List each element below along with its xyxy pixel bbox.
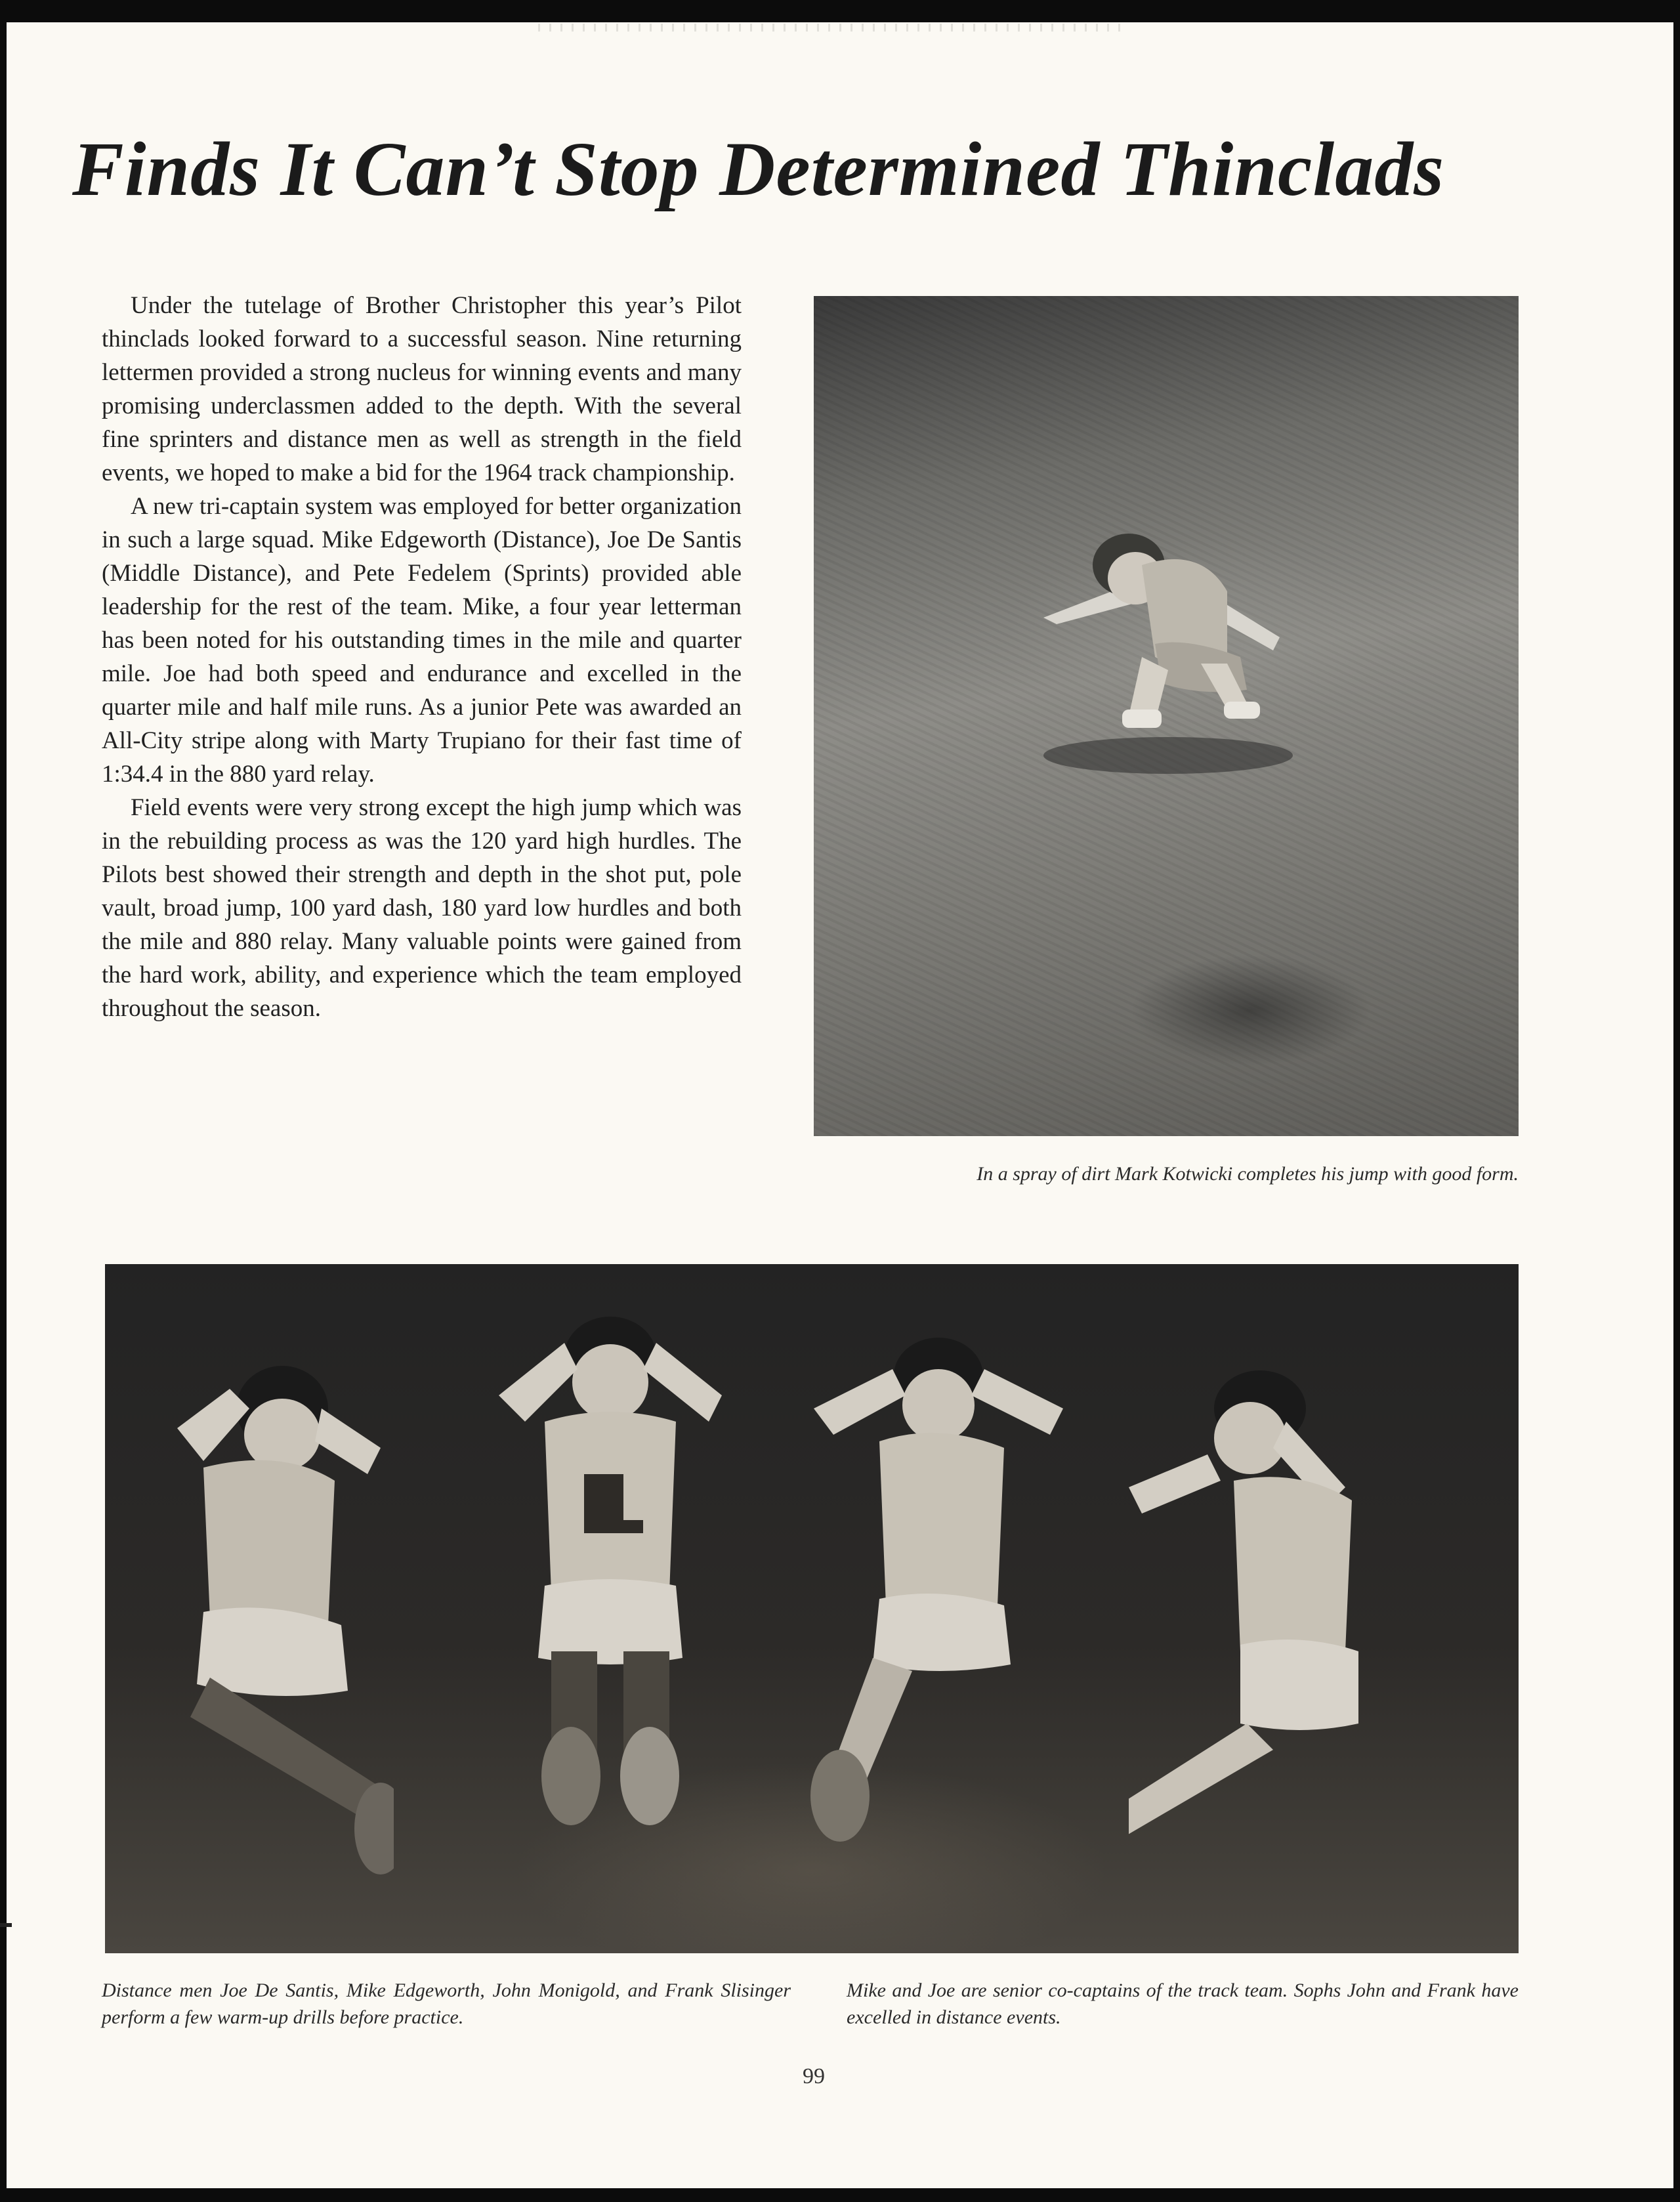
page-edge-texture xyxy=(538,24,1129,32)
jump-photo-caption: In a spray of dirt Mark Kotwicki completes his jump with good form. xyxy=(976,1163,1519,1185)
team-photo-caption-left: Distance men Joe De Santis, Mike Edgeworth, John Monigold, and Frank Slisinger perform a few warm-up drills before practice. xyxy=(102,1980,791,2028)
page-number: 99 xyxy=(803,2064,825,2088)
athlete-figure xyxy=(472,1303,748,1829)
athlete-figure xyxy=(1129,1356,1404,1881)
margin-mark xyxy=(0,1923,12,1927)
page-headline: Finds It Can’t Stop Determined Thinclads xyxy=(72,126,1445,212)
article-paragraph: Field events were very strong except the high jump which was in the rebuilding process as was the 120 yard high hurdles. The Pilots best showed their strength and depth in the shot put, pole vault, broad jump, 100 yard dash, 180 yard low hurdles and both the mile and 880 relay. Many valuable points were gained from the hard work, ability, and experience which the team employed throughout the season. xyxy=(102,794,742,1022)
warmup-drills-photo xyxy=(105,1264,1519,1953)
athlete-figure xyxy=(801,1323,1076,1848)
article-paragraph: A new tri-captain system was employed for better organization in such a large squad. Mike Edgeworth (Distance), Joe De Santis (Middle Distance), and Pete Fedelem (Sprints) provided able leadership for the rest of the team. Mike, a four year letterman has been noted for his outstanding times in the mile and quarter mile. Joe had both speed and endurance and excelled in the quarter mile and half mile runs. As a junior Pete was awarded an All-City stripe along with Marty Trupiano for their fast time of 1:34.4 in the 880 yard relay. xyxy=(102,493,742,788)
athlete-figure xyxy=(118,1349,394,1874)
article-body xyxy=(102,289,742,1025)
long-jump-photo xyxy=(814,296,1519,1136)
jumper-figure xyxy=(1030,493,1306,775)
team-photo-caption-right: Mike and Joe are senior co-captains of the track team. Sophs John and Frank have excelled in distance events. xyxy=(847,1980,1519,2028)
article-paragraph: Under the tutelage of Brother Christopher this year’s Pilot thinclads looked forward to a successful season. Nine returning lettermen provided a strong nucleus for winning events and many promising underclassmen added to the depth. With the several fine sprinters and distance men as well as strength in the field events, we hoped to make a bid for the 1964 track championship. xyxy=(102,292,742,486)
